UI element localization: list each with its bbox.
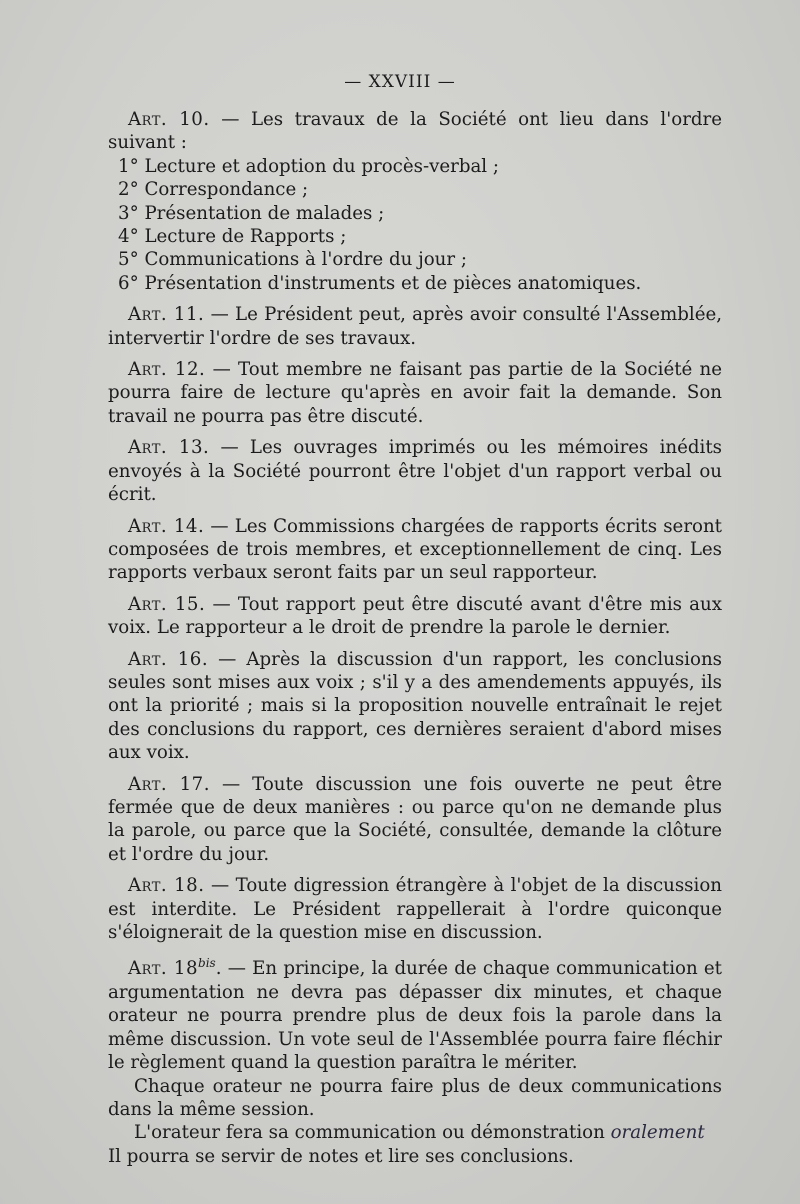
article-14 [108, 515, 722, 585]
agenda-list [108, 155, 722, 295]
article-16 [108, 648, 722, 765]
article-text: — Les travaux de la Société ont lieu dans l'ordre suivant : [108, 109, 722, 154]
article-13 [108, 436, 722, 506]
list-item: 4° Lecture de Rapports ; [118, 226, 347, 248]
paragraph-notes: Il pourra se servir de notes et lire ses conclusions. [108, 1145, 574, 1167]
article-text: — Tout membre ne faisant pas partie de la Société ne pourra faire de lecture qu'après en avoir fait la demande. Son travail ne pourra pas être discuté. [108, 359, 722, 427]
article-17 [108, 773, 722, 867]
article-text: — Les ouvrages imprimés ou les mémoires inédits envoyés à la Société pourront être l'objet d'un rapport verbal ou écrit. [108, 437, 722, 506]
page-number: — XXVIII — [344, 72, 456, 92]
article-11 [108, 303, 722, 350]
article-text: . — En principe, la durée de chaque communication et argumentation ne devra pas dépasser dix minutes, et chaque orateur ne pourra prendre plus de deux fois la parole dans la même discussion. Un vote seul de l'Assemblée pourra faire fléchir le règlement quand la question paraîtra le mériter. [108, 958, 722, 1074]
list-item: 5° Communications à l'ordre du jour ; [118, 249, 467, 271]
article-18-bis [108, 952, 722, 1074]
article-10 [108, 108, 722, 155]
list-item: 2° Correspondance ; [118, 179, 309, 201]
paragraph-communications: Chaque orateur ne pourra faire plus de deux communications dans la même session. [108, 1075, 722, 1120]
article-label: Art. 18. [128, 875, 205, 897]
article-label: Art. 17. [128, 773, 211, 795]
article-label: Art. 15. [128, 593, 206, 615]
article-label: Art. 13. [128, 437, 210, 459]
article-label: Art. 10. [128, 109, 210, 130]
article-15 [108, 593, 722, 640]
article-text: — Toute digression étrangère à l'objet de la discussion est interdite. Le Président rappellerait à l'ordre quiconque s'éloignerait de la question mise en discussion. [108, 875, 722, 943]
article-text: — Après la discussion d'un rapport, les conclusions seules sont mises aux voix ; s'il y a des amendements appuyés, ils ont la priorité ; mais si la proposition nouvelle entraînait le rejet des conclusions du rapport, ces dernières seraient d'abord mises aux voix. [108, 648, 722, 764]
article-label: Art. 14. [128, 515, 205, 537]
document-body [108, 108, 722, 1168]
article-text: — Les Commissions chargées de rapports écrits seront composées de trois membres, et exceptionnellement de cinq. Les rapports verbaux seront faits par un seul rapporteur. [108, 515, 722, 584]
list-item: 3° Présentation de malades ; [118, 202, 385, 224]
paragraph-text: L'orateur fera sa communication ou démonstration [134, 1122, 611, 1144]
article-text: — Le Président peut, après avoir consulté l'Assemblée, intervertir l'ordre de ses travaux. [108, 304, 723, 349]
article-label: Art. 18 [128, 958, 199, 980]
article-superscript: bis [198, 956, 216, 971]
article-label: Art. 12. [128, 359, 206, 381]
article-label: Art. 11. [128, 304, 205, 326]
list-item: 1° Lecture et adoption du procès-verbal ; [118, 155, 500, 177]
article-12 [108, 358, 722, 428]
article-text: — Tout rapport peut être discuté avant d'être mis aux voix. Le rapporteur a le droit de prendre la parole le dernier. [108, 593, 722, 639]
paragraph-demonstration [108, 1121, 722, 1144]
list-item: 6° Présentation d'instruments et de pièces anatomiques. [118, 272, 642, 294]
article-label: Art. 16. [128, 648, 209, 670]
article-18 [108, 874, 722, 944]
article-text: — Toute discussion une fois ouverte ne peut être fermée que de deux manières : ou parce qu'on ne demande plus la parole, ou parce que la Société, consultée, demande la clôture et l'ordre du jour. [108, 773, 723, 865]
handwritten-annotation: oralement [610, 1122, 705, 1144]
